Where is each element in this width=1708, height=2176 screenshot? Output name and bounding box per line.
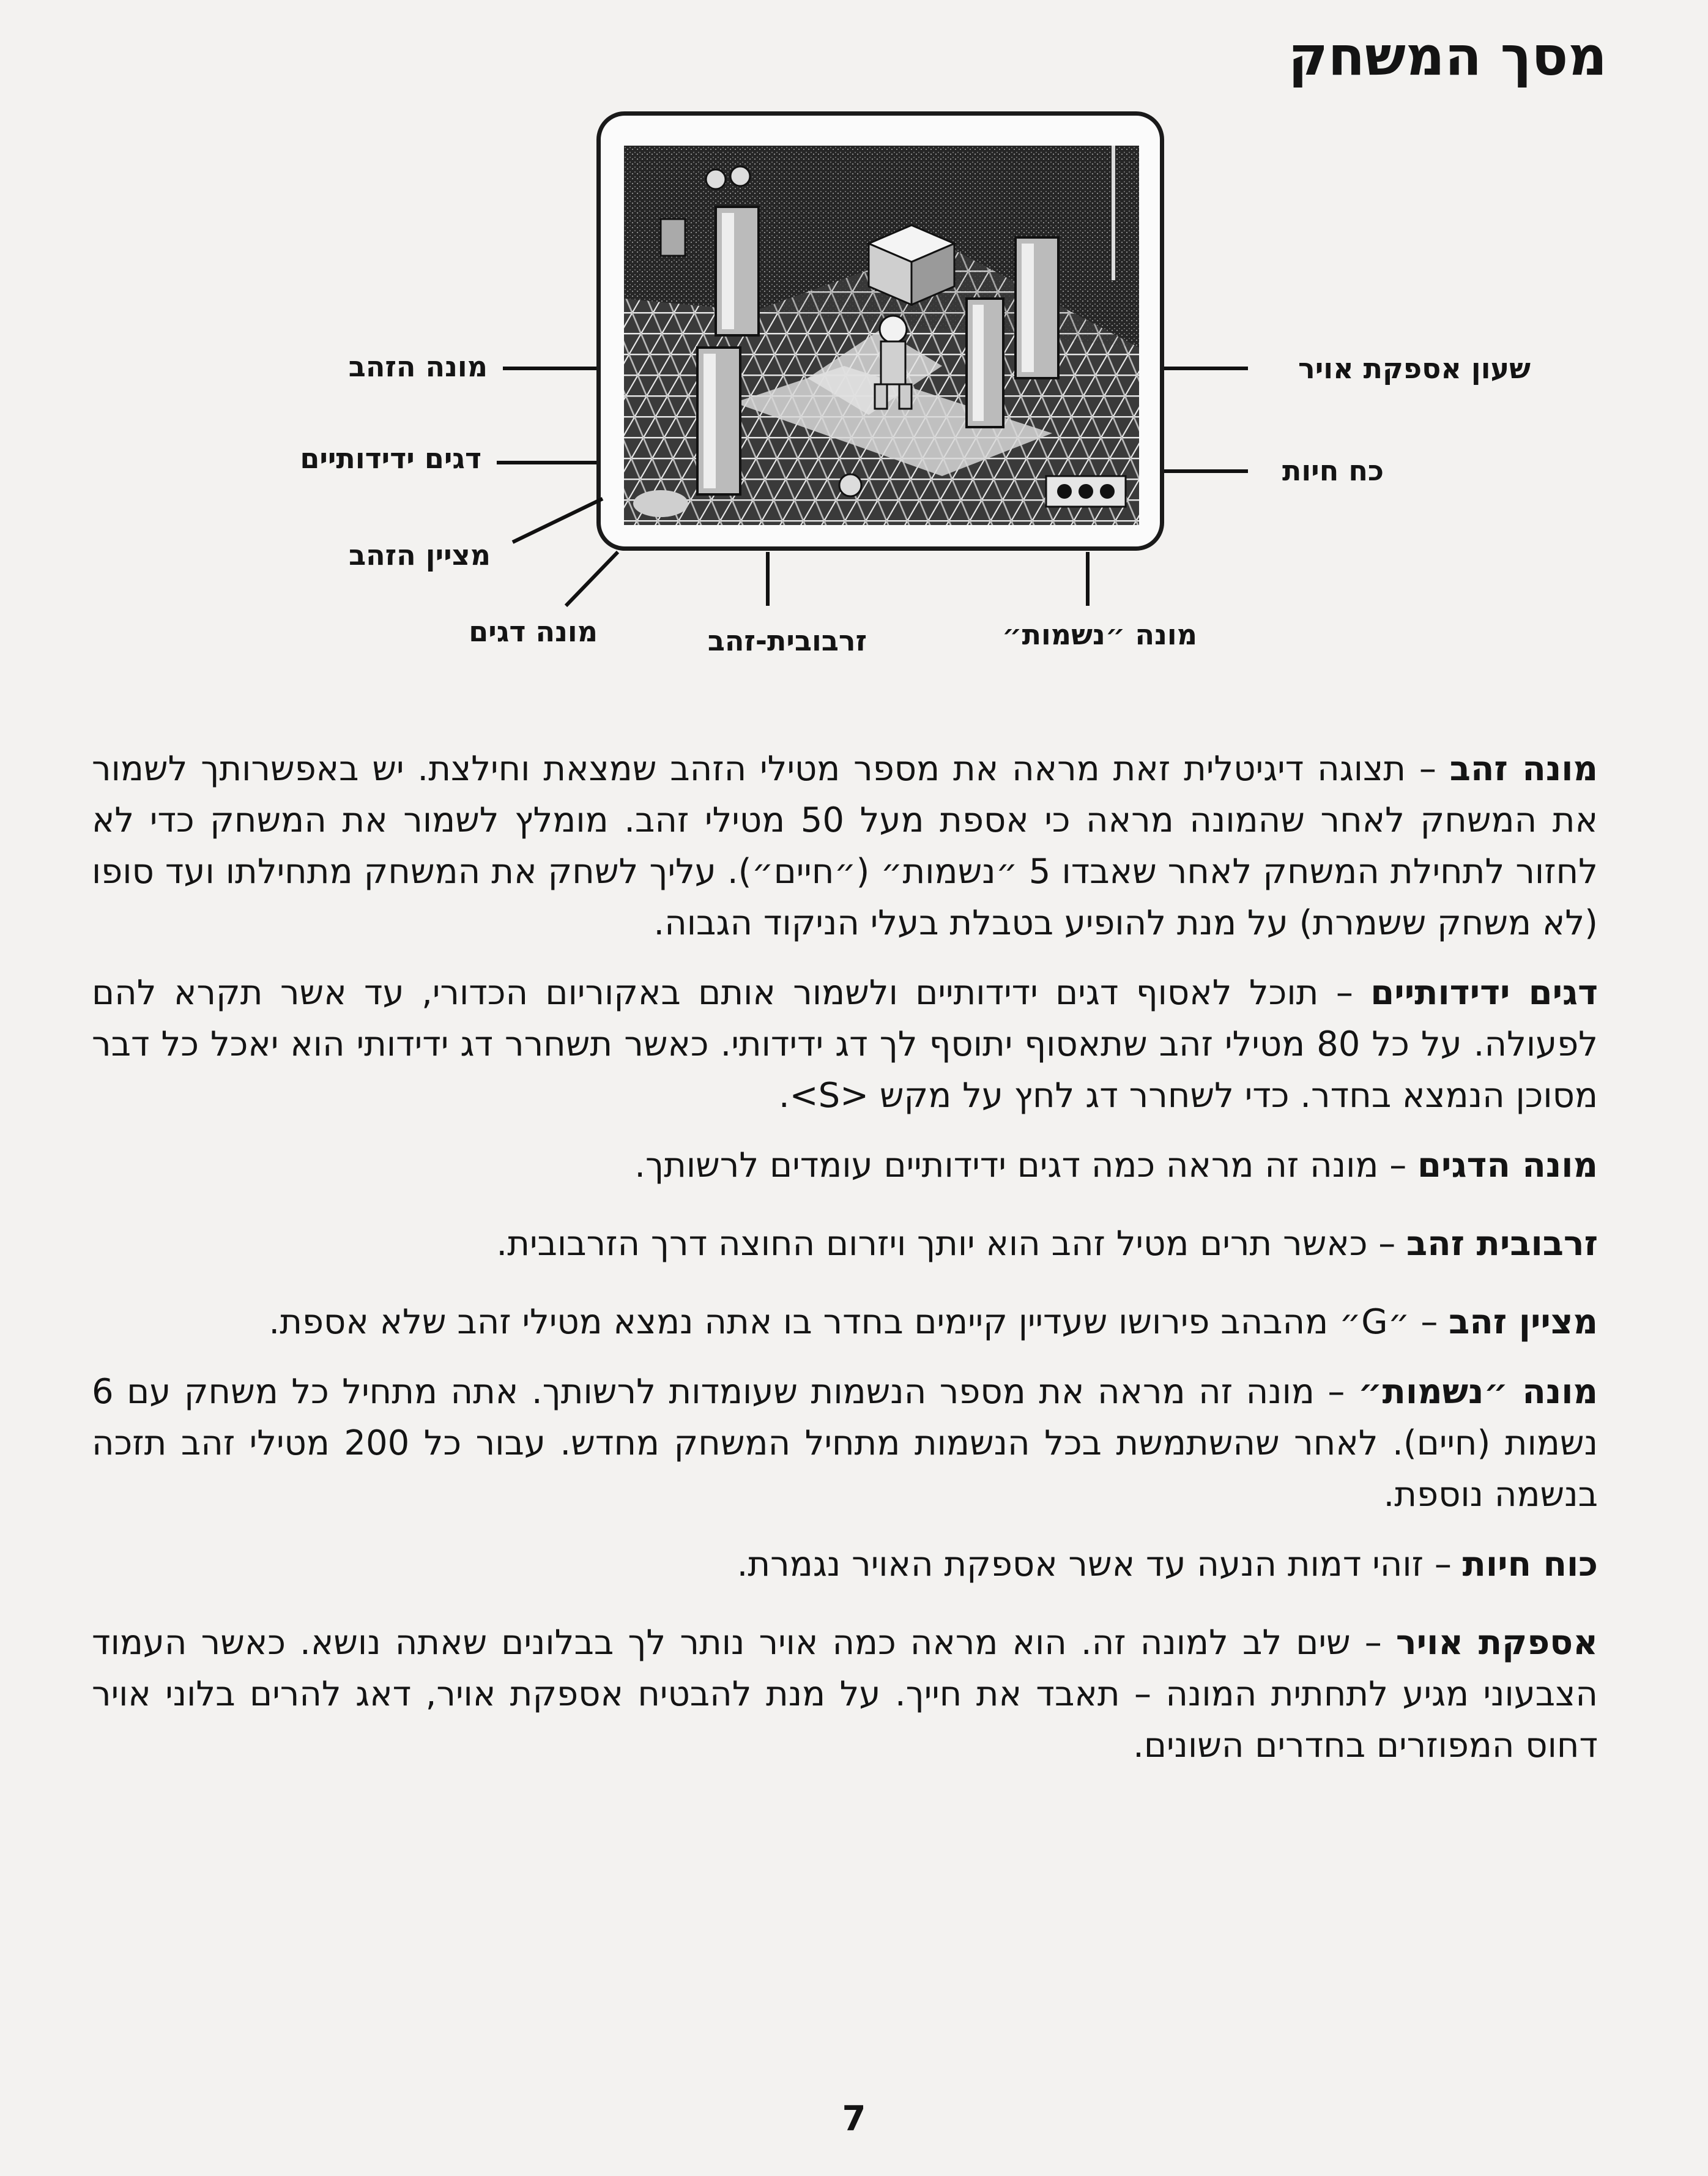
callout-gold-funnel: זרבובית-זהב	[707, 624, 867, 657]
page-title: מסך המשחק	[1288, 24, 1607, 88]
para-text: – תצוגה דיגיטלית זאת מראה את מספר מטילי הזהב שמצאת וחילצת. יש באפשרותך לשמור את המשחק לאחר שהמונה מראה כי אספת מעל 50 מטילי זהב. מומלץ לשמור את המשחק כדי לא לחזור לתחילת המשחק לאחר שאבדו 5 ״נשמות״ (״חיים״). עליך לשחק את המשחק מתחילתו ועד סופו (לא משחק ששמרת) על מנת להופיע בטבלת בעלי הניקוד הגבוה.	[92, 749, 1598, 943]
term-label: אספקת אויר	[1395, 1623, 1598, 1663]
callout-friendly-fish: דגים ידידותיים	[300, 442, 481, 475]
callout-gold-counter: מונה הזהב	[348, 350, 488, 383]
term-label: מציין זהב	[1449, 1302, 1598, 1342]
page-number: 7	[842, 2099, 866, 2139]
para-fish-counter	[92, 1140, 1598, 1191]
para-souls-counter	[92, 1366, 1598, 1521]
callout-gold-indicator: מציין הזהב	[349, 538, 491, 572]
para-text: – מונה זה מראה כמה דגים ידידותיים עומדים לרשותך.	[634, 1146, 1418, 1185]
para-text: – שים לב למונה זה. הוא מראה כמה אויר נותר לך בבלונים שאתה נושא. כאשר העמוד הצבעוני מגיע לתחתית המונה – תאבד את חייך. על מנת להבטיח אספקת אויר, דאג להרים בלוני אויר דחוס המפוזרים בחדרים השונים.	[92, 1623, 1598, 1765]
para-text: – מונה זה מראה את מספר הנשמות שעומדות לרשותך. אתה מתחיל כל משחק עם 6 נשמות (חיים). לאחר שהשתמשת בכל הנשמות מתחיל המשחק מחדש. עבור כל 200 מטילי זהב תזכה בנשמה נוספת.	[92, 1372, 1598, 1515]
para-text: – תוכל לאסוף דגים ידידותיים ולשמור אותם באקוריום הכדורי, עד אשר תקרא להם לפעולה. על כל 80 מטילי זהב שתאסוף יתוסף לך דג ידידותי. כאשר תשחרר דג ידידותי הוא יאכל כל דבר מסוכן הנמצא בחדר. כדי לשחרר דג לחץ על מקש <S>.	[92, 973, 1598, 1116]
para-text: – זוהי דמות הנעה עד אשר אספקת האויר נגמרת.	[737, 1544, 1463, 1584]
para-gold-indicator	[92, 1297, 1598, 1348]
para-air-supply	[92, 1617, 1598, 1772]
callout-fish-counter: מונה דגים	[469, 615, 598, 648]
callout-souls-counter: מונה ״נשמות״	[1001, 618, 1197, 651]
para-friendly-fish	[92, 967, 1598, 1122]
term-label: מונה הדגים	[1417, 1146, 1598, 1185]
term-label: כוח חיות	[1462, 1544, 1598, 1584]
para-text: – ״G״ מהבהב פירושו שעדיין קיימים בחדר בו אתה נמצא מטילי זהב שלא אספת.	[269, 1302, 1449, 1342]
term-label: זרבובית זהב	[1406, 1224, 1598, 1264]
callout-air-clock: שעון אספקת אויר	[1298, 352, 1531, 385]
term-label: דגים ידידותיים	[1370, 973, 1598, 1013]
para-text: – כאשר תרים מטיל זהב הוא יותך ויזרום החוצה דרך הזרבובית.	[496, 1224, 1407, 1264]
body-text	[92, 743, 1598, 1790]
para-gold-counter	[92, 743, 1598, 949]
term-label: מונה ״נשמות״	[1357, 1372, 1598, 1412]
para-life-force	[92, 1539, 1598, 1590]
callout-life-force: כח חיות	[1282, 454, 1384, 487]
term-label: מונה זהב	[1449, 749, 1598, 789]
para-gold-funnel	[92, 1218, 1598, 1270]
